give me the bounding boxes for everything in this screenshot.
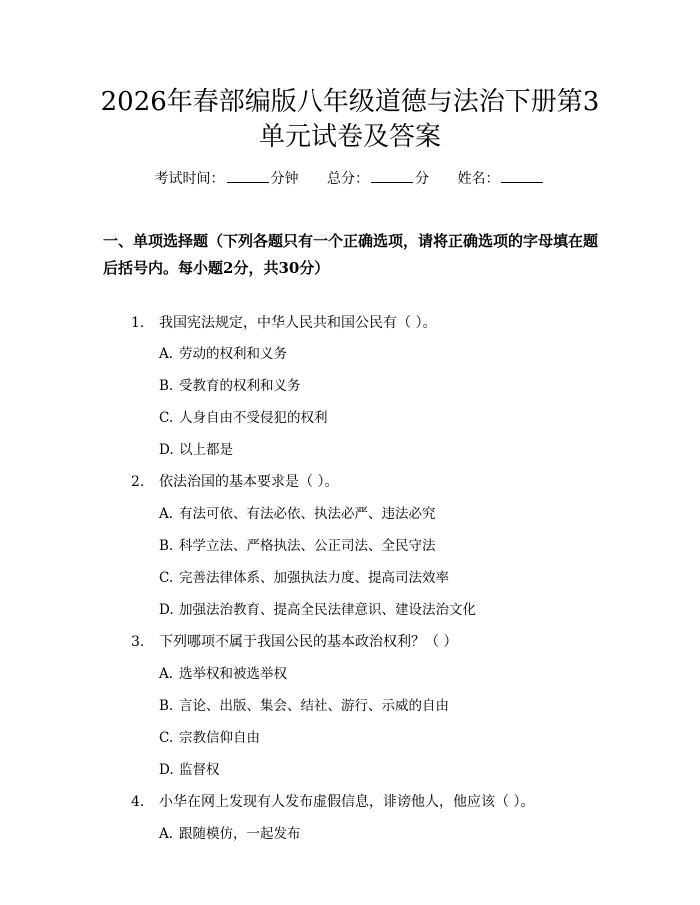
- option-letter: A.: [159, 506, 174, 522]
- option-letter: D.: [159, 442, 174, 458]
- exam-time-blank: [227, 168, 269, 183]
- option-text: 跟随模仿，一起发布: [179, 826, 301, 842]
- question-3-option-b: [159, 696, 449, 716]
- question-1: [131, 313, 436, 333]
- question-4: [131, 792, 534, 812]
- option-letter: A.: [159, 346, 174, 362]
- exam-time-label: 考试时间：: [154, 171, 225, 187]
- option-text: 受教育的权利和义务: [179, 378, 301, 394]
- question-2-option-c: [159, 568, 449, 588]
- option-text: 劳动的权利和义务: [179, 346, 287, 362]
- option-text: 选举权和被选举权: [179, 666, 287, 682]
- total-score-blank: [371, 168, 413, 183]
- question-number: 2.: [131, 474, 145, 490]
- question-2-option-d: [159, 600, 476, 620]
- total-score-field: [327, 168, 429, 189]
- student-name-label: 姓名：: [457, 171, 500, 187]
- option-letter: C.: [159, 730, 174, 746]
- question-text: 下列哪项不属于我国公民的基本政治权利？（ ）: [159, 634, 458, 650]
- option-letter: B.: [159, 378, 174, 394]
- question-1-option-a: [159, 344, 287, 364]
- question-3-option-a: [159, 664, 287, 684]
- exam-time-unit: 分钟: [270, 171, 299, 187]
- total-score-unit: 分: [415, 171, 429, 187]
- student-name-blank: [501, 168, 543, 183]
- page-title-line-2: 单元试卷及答案: [258, 122, 441, 152]
- page-title-line-1: 2026年春部编版八年级道德与法治下册第3: [100, 87, 600, 117]
- option-letter: D.: [159, 602, 174, 618]
- option-text: 人身自由不受侵犯的权利: [179, 410, 328, 426]
- option-text: 完善法律体系、加强执法力度、提高司法效率: [179, 570, 449, 586]
- question-1-option-d: [159, 440, 233, 460]
- option-text: 以上都是: [179, 442, 233, 458]
- option-letter: C.: [159, 410, 174, 426]
- option-text: 言论、出版、集会、结社、游行、示威的自由: [179, 698, 449, 714]
- question-number: 4.: [131, 794, 145, 810]
- option-letter: C.: [159, 570, 174, 586]
- option-letter: B.: [159, 698, 174, 714]
- question-2-option-a: [159, 504, 436, 524]
- question-text: 小华在网上发现有人发布虚假信息，诽谤他人，他应该（ ）。: [159, 794, 535, 810]
- question-3: [131, 632, 457, 652]
- question-2: [131, 472, 338, 492]
- option-text: 监督权: [179, 762, 220, 778]
- question-text: 我国宪法规定，中华人民共和国公民有（ ）。: [159, 315, 437, 331]
- option-letter: A.: [159, 666, 174, 682]
- question-1-option-b: [159, 376, 301, 396]
- option-text: 有法可依、有法必依、执法必严、违法必究: [179, 506, 436, 522]
- question-number: 3.: [131, 634, 145, 650]
- question-2-option-b: [159, 536, 436, 556]
- student-name-field: [457, 168, 545, 189]
- question-3-option-d: [159, 760, 220, 780]
- option-text: 科学立法、严格执法、公正司法、全民守法: [179, 538, 436, 554]
- exam-time-field: [155, 168, 299, 189]
- option-letter: B.: [159, 538, 174, 554]
- option-letter: A.: [159, 826, 174, 842]
- question-4-option-a: [159, 824, 301, 844]
- section-heading-single-choice: 一、单项选择题（下列各题只有一个正确选项，请将正确选项的字母填在题后括号内。每小题2分，共30分）: [103, 232, 599, 277]
- question-3-option-c: [159, 728, 260, 748]
- question-1-option-c: [159, 408, 328, 428]
- option-text: 宗教信仰自由: [179, 730, 260, 746]
- total-score-label: 总分：: [327, 171, 369, 187]
- option-text: 加强法治教育、提高全民法律意识、建设法治文化: [179, 602, 476, 618]
- question-text: 依法治国的基本要求是（ ）。: [159, 474, 339, 490]
- option-letter: D.: [159, 762, 174, 778]
- exam-meta: [0, 168, 700, 189]
- question-number: 1.: [131, 315, 145, 331]
